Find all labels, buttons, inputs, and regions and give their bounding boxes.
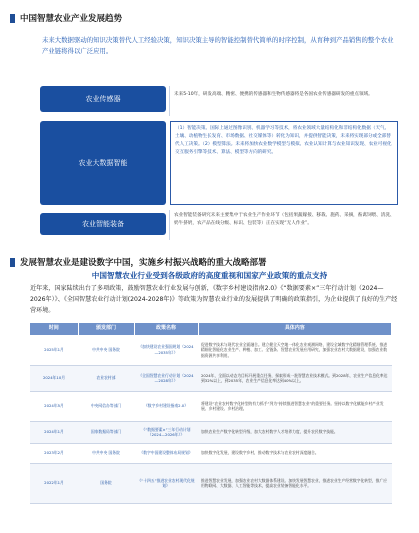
bigdata-desc: （1）智能决策。国际上通过图像识别、机器学习等技术，将农业领域大量结构化和非结构化数据（天气、土壤、动植物生长发育、市场数据、社交媒体等）转化为知识，并提供智能决策，未来将实现部分或全部替代人工决策。（2）模型算法。未来将加快农业数学模型与模拟、农业认知计算与农业知识发现、农业可视化交互服务引擎等技术、算法、模型等方向的研究。 bbox=[170, 121, 398, 205]
table-title: 中国智慧农业行业受到各级政府的高度重视和国家产业政策的重点支持 bbox=[91, 271, 328, 280]
cell-dept: 农业农村部 bbox=[78, 365, 134, 391]
divider bbox=[169, 86, 170, 116]
table-row bbox=[30, 421, 392, 443]
cell-date: 2024年10月 bbox=[30, 365, 78, 391]
cell-content: 推进智慧农业发展，加强农业农村大数据体系建设。加快发展智慧农业，推进农业生产经营数字化转型，推广应用物联网、大数据、人工智能等技术，提高农业装备智能化水平。 bbox=[198, 463, 392, 503]
cell-dept: 中共中央 国务院 bbox=[78, 443, 134, 463]
column-header: 时间 bbox=[30, 323, 78, 335]
intro-text: 未来大数据驱动的知识决策替代人工经验决策，知识决策主导的智能控制替代简单的时序控制，从育种到产品销售的整个农业产业链将得以广泛应用。 bbox=[42, 36, 394, 55]
cell-name: 《“十四五”推进农业农村现代化规划》 bbox=[134, 463, 198, 503]
sensor-desc: 未来5-10年，研发高端、精密、便携的传感器和生物传感器将是各国农业传感器研发的重点领域。 bbox=[174, 92, 373, 97]
table-row bbox=[30, 335, 392, 365]
cell-date: 2023年2月 bbox=[30, 443, 78, 463]
cell-name: 《加快建设农业强国规划（2024—2035年）》 bbox=[134, 335, 198, 365]
equipment-pill: 农业智能装备 bbox=[40, 213, 166, 235]
policy-paragraph: 近年来，国家陆续出台了多项政策，鼓励智慧农业行业发展与创新，《数字乡村建设指南2.0》《“数据要素×”三年行动计划（2024—2026年）》、《全国智慧农业行动计划(2024-2028年)》等政策为智慧农业行业的发展提供了明确的政策指引，为企业提供了良好的生产经营环境。 bbox=[30, 285, 398, 314]
section-title: 中国智慧农业产业发展趋势 bbox=[20, 14, 123, 24]
cell-dept: 中共中央 国务院 bbox=[78, 335, 134, 365]
section-header-strategy bbox=[10, 256, 267, 268]
cell-content: 2024年，全面以动态为目标开展重点任务，探索形成一批智慧农业技术模式。到2028年，农业生产信息化率达到32%以上，到2035年，农业生产信息化率达到40%以上。 bbox=[198, 365, 392, 391]
table-row bbox=[30, 365, 392, 391]
section-title: 发展智慧农业是建设数字中国，实施乡村振兴战略的重大战略部署 bbox=[20, 258, 267, 268]
divider bbox=[169, 210, 170, 240]
table-row bbox=[30, 391, 392, 421]
cell-dept: 国务院 bbox=[78, 463, 134, 503]
cell-dept: 中央网信办等部门 bbox=[78, 391, 134, 421]
column-header: 具体内容 bbox=[198, 323, 392, 335]
table-row bbox=[30, 463, 392, 503]
cell-name: 《数字乡村建设指南2.0》 bbox=[134, 391, 198, 421]
policy-table bbox=[30, 323, 392, 504]
section-header-trends bbox=[10, 12, 122, 24]
cell-content: 促进数字技术与现代农业全面融合。建立健全天空地一体化农业观测网络，建设全域数字化精细管理系统，推进精细化智能化农业生产、种植、加工、全链条、智慧农业发展应用研究，加强农业农村大数据建设，加强农业数据资源共享利用。 bbox=[198, 335, 392, 365]
cell-date: 2024年5月 bbox=[30, 391, 78, 421]
cell-date: 2025年1月 bbox=[30, 335, 78, 365]
section-marker bbox=[10, 14, 15, 23]
equipment-desc: 农业智能装备研究未来主要集中于农业生产作业环节（包括果蔬嫁接、移栽、施药、采摘，畜禽饲喂、清洗、奶牛挤奶，农产品在线分级、标识、包装等）正在实现“无人作业”。 bbox=[174, 213, 395, 226]
cell-date: 2022年1月 bbox=[30, 463, 78, 503]
table-row bbox=[30, 443, 392, 463]
column-header: 颁发部门 bbox=[78, 323, 134, 335]
bigdata-pill: 农业大数据智能 bbox=[40, 121, 166, 205]
cell-content: 将建设“农业农村数字化转型的有力抓手”列为“持续推进智慧农业”的重要任务。坚持以数字化赋能乡村产业发展、乡村建设、乡村治理。 bbox=[198, 391, 392, 421]
cell-dept: 国家数据局等部门 bbox=[78, 421, 134, 443]
cell-name: 《数字中国建设整体布局规划》 bbox=[134, 443, 198, 463]
sensor-pill: 农业传感器 bbox=[40, 86, 166, 112]
table-header-row bbox=[30, 323, 392, 335]
cell-name: 《“数据要素×”三年行动计划（2024—2026年）》 bbox=[134, 421, 198, 443]
cell-name: 《全国智慧农业行动计划（2024—2028年）》 bbox=[134, 365, 198, 391]
cell-content: 加快农业生产数字化转型升级，加大农村数字人才培养力度，提升农民数字技能。 bbox=[198, 421, 392, 443]
section-marker bbox=[10, 258, 15, 267]
cell-date: 2024年1月 bbox=[30, 421, 78, 443]
cell-content: 加快数字化发展，建设数字乡村，推动数字技术与农业农村深度融合。 bbox=[198, 443, 392, 463]
column-header: 政策名称 bbox=[134, 323, 198, 335]
